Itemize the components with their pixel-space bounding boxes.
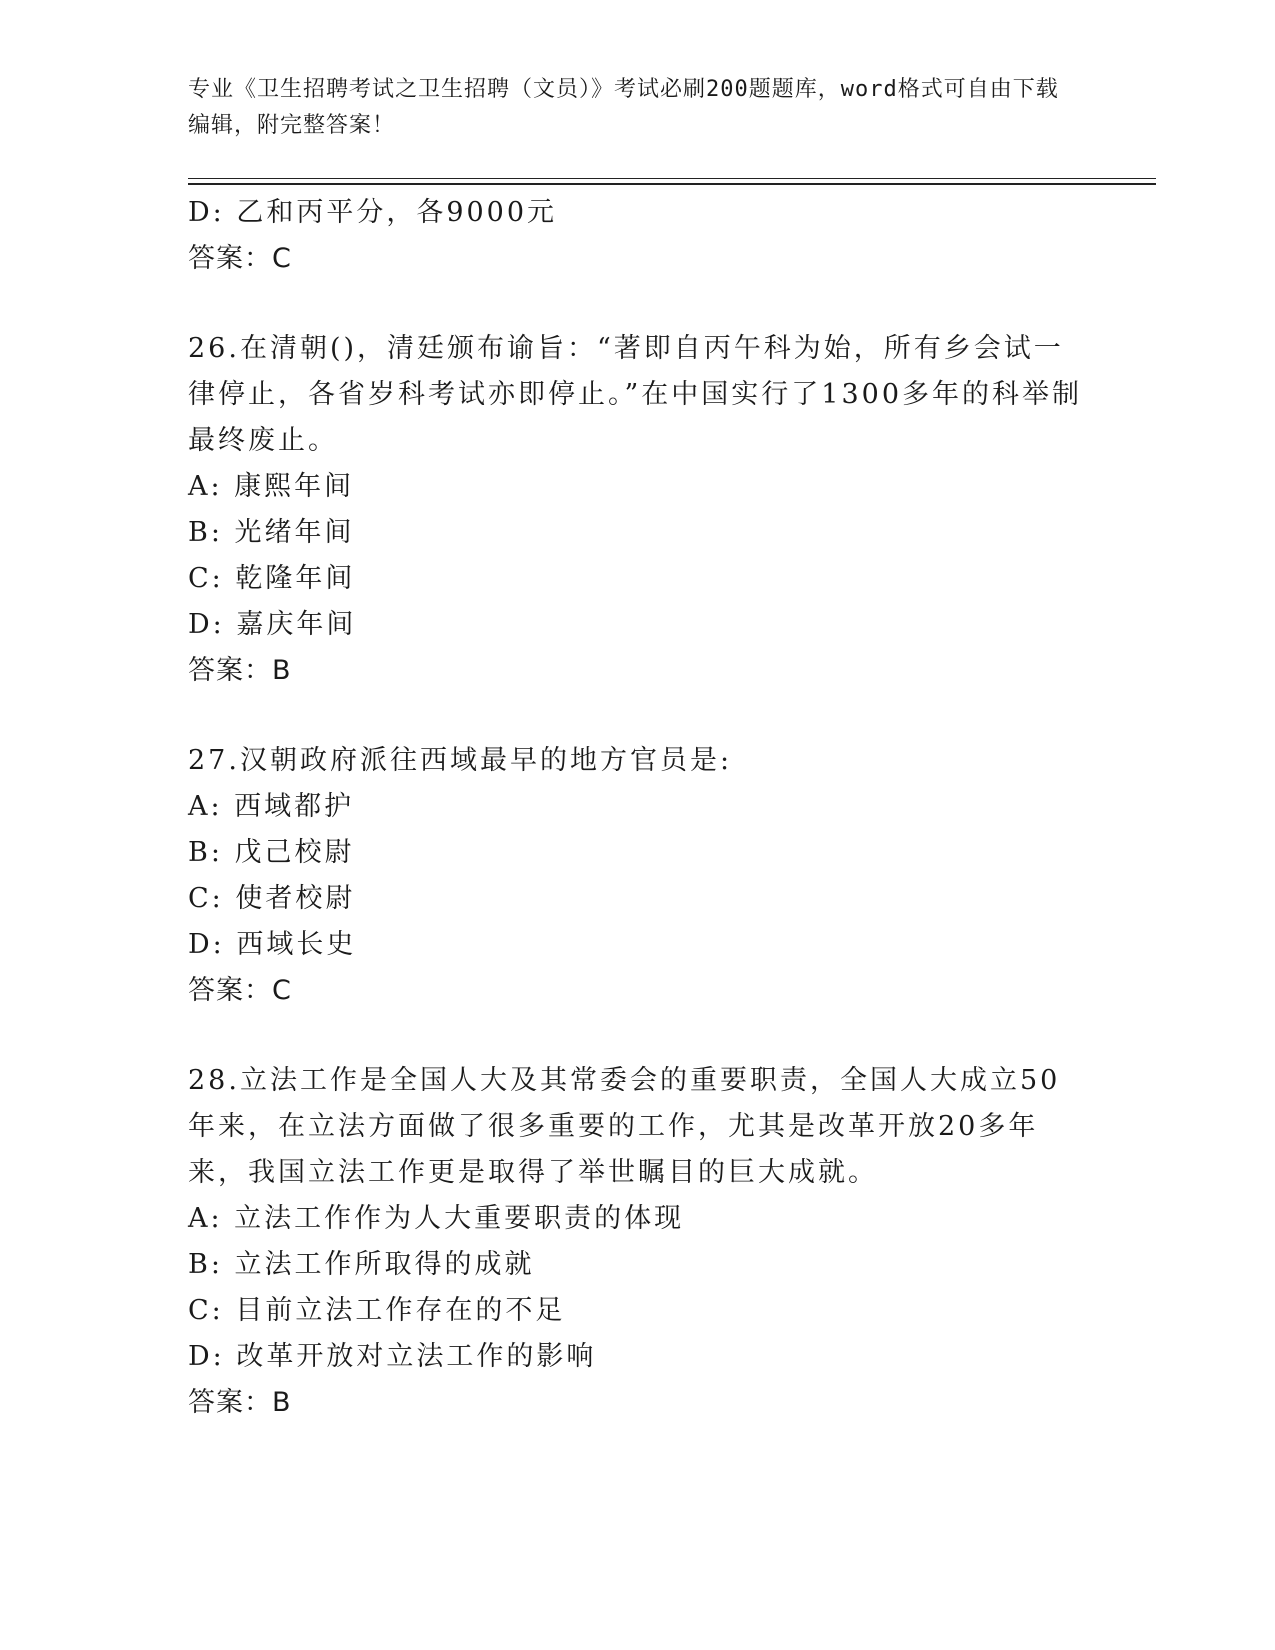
option-b: B: 立法工作所取得的成就 [188,1249,535,1280]
document-header: 专业《卫生招聘考试之卫生招聘（文员）》考试必刷200题题库，word格式可自由下载编辑，附完整答案！ [188,77,1059,138]
option-c: C: 乾隆年间 [188,563,356,594]
option-b: B: 戊己校尉 [188,837,355,868]
header-divider-thin [188,178,1156,179]
answer: 答案：B [188,655,292,686]
question-26 [188,326,1088,694]
question-stem: 28.立法工作是全国人大及其常委会的重要职责，全国人大成立50年来，在立法方面做了很多重要的工作，尤其是改革开放20多年来，我国立法工作更是取得了举世瞩目的巨大成就。 [188,1065,1061,1188]
option-b: B: 光绪年间 [188,517,355,548]
answer: 答案：B [188,1387,292,1418]
question-stem: 26.在清朝()，清廷颁布谕旨：“著即自丙午科为始，所有乡会试一律停止，各省岁科考试亦即停止。”在中国实行了1300多年的科举制最终废止。 [188,333,1083,456]
option-a: A: 西域都护 [188,791,355,822]
option-c: C: 使者校尉 [188,883,356,914]
question-25-tail [188,190,1088,282]
question-28 [188,1058,1088,1426]
header-divider-thick [188,183,1156,185]
answer: 答案：C [188,243,292,274]
option-d: D: 嘉庆年间 [188,609,357,640]
answer: 答案：C [188,975,292,1006]
option-c: C: 目前立法工作存在的不足 [188,1295,566,1326]
question-stem: 27.汉朝政府派往西域最早的地方官员是: [188,745,733,776]
option-d: D: 西域长史 [188,929,357,960]
question-list [188,190,1088,1426]
option-d: D: 乙和丙平分，各9000元 [188,197,558,228]
question-27 [188,738,1088,1014]
option-a: A: 立法工作作为人大重要职责的体现 [188,1203,685,1234]
option-a: A: 康熙年间 [188,471,355,502]
option-d: D: 改革开放对立法工作的影响 [188,1341,597,1372]
